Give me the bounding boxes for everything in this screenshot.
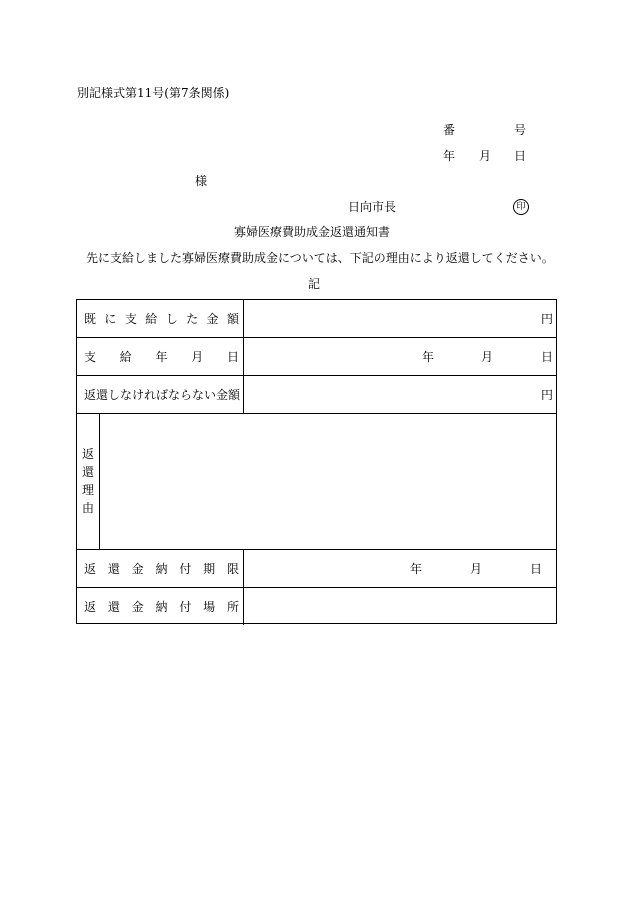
date-year-label: 年: [443, 149, 456, 163]
payment-date-day: 日: [541, 350, 554, 364]
payment-deadline-year: 年: [410, 562, 423, 576]
payment-date-label: 支給年月日: [84, 350, 239, 364]
number-label-ban: 番: [443, 123, 456, 137]
ki-label: 記: [308, 277, 321, 291]
refund-amount-unit: 円: [541, 388, 554, 402]
payment-deadline-month: 月: [470, 562, 483, 576]
details-table: [76, 299, 557, 624]
payment-date-year: 年: [422, 350, 435, 364]
date-month-label: 月: [479, 149, 492, 163]
payment-deadline-label: 返還金納付期限: [84, 562, 239, 576]
seal-mark: 印: [513, 199, 529, 215]
refund-reason-label: 返 還 理 由: [81, 447, 94, 515]
date-day-label: 日: [514, 149, 527, 163]
addressee-suffix: 様: [195, 174, 208, 188]
payment-deadline-day: 日: [530, 562, 543, 576]
sender-name: 日向市長: [348, 200, 397, 214]
document-title: 寡婦医療費助成金返還通知書: [234, 225, 391, 239]
refund-amount-label: 返還しなければならない金額: [84, 388, 241, 402]
form-reference: 別記様式第11号(第7条関係): [77, 86, 230, 100]
paid-amount-unit: 円: [541, 312, 554, 326]
body-text: 先に支給しました寡婦医療費助成金については、下記の理由により返還してください。: [86, 251, 554, 265]
number-label-go: 号: [514, 123, 527, 137]
payment-date-month: 月: [481, 350, 494, 364]
paid-amount-label: 既に支給した金額: [84, 312, 239, 326]
refund-reason-field[interactable]: [101, 415, 555, 547]
payment-place-label: 返還金納付場所: [84, 600, 239, 614]
